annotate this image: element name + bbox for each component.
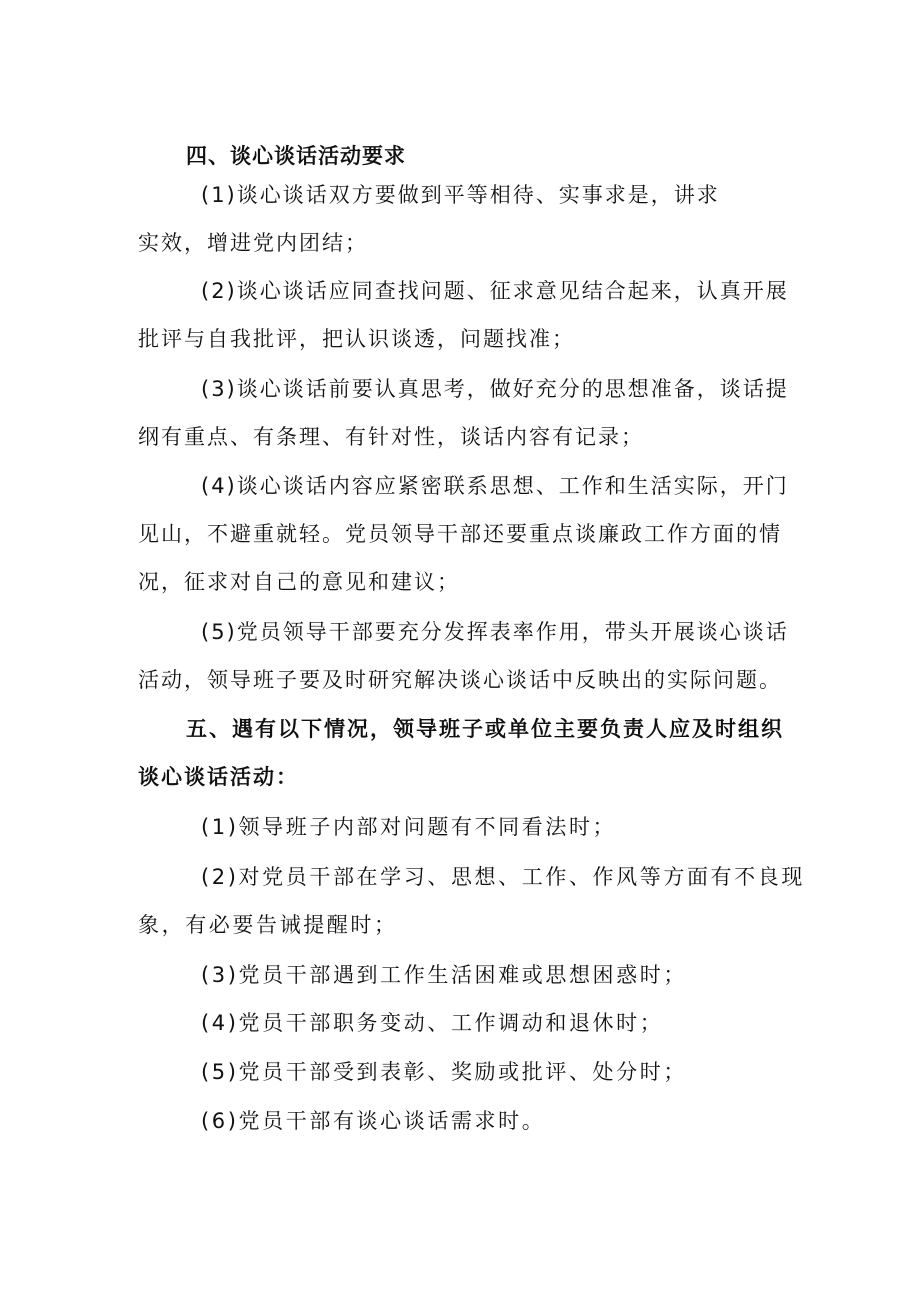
- item-line: 活动，领导班子要及时研究解决谈心谈话中反映出的实际问题。: [138, 668, 782, 692]
- item-line: (1)领导班子内部对问题有不同看法时；: [201, 815, 617, 839]
- section-5-heading: 五、遇有以下情况，领导班子或单位主要负责人应及时组织: [186, 717, 784, 741]
- item-line: (6)党员干部有谈心谈话需求时。: [201, 1109, 546, 1133]
- item-line: (3)谈心谈话前要认真思考，做好充分的思想准备，谈话提: [201, 377, 789, 401]
- item-line: 见山，不避重就轻。党员领导干部还要重点谈廉政工作方面的情: [138, 522, 782, 546]
- item-line: 象，有必要告诫提醒时；: [138, 913, 398, 937]
- item-line: (3)党员干部遇到工作生活困难或思想困惑时；: [201, 963, 687, 987]
- section-5-heading-cont: 谈心谈话活动：: [138, 765, 299, 789]
- item-line: (4)谈心谈话内容应紧密联系思想、工作和生活实际，开门: [201, 474, 789, 498]
- item-line: 批评与自我批评，把认识谈透，问题找准；: [138, 327, 575, 351]
- item-line: (5)党员干部受到表彰、奖励或批评、处分时；: [201, 1060, 687, 1084]
- item-line: (5)党员领导干部要充分发挥表率作用，带头开展谈心谈话: [201, 620, 789, 644]
- item-line: 实效，增进党内团结；: [138, 231, 368, 255]
- section-4-heading: 四、谈心谈话活动要求: [186, 144, 406, 168]
- item-line: (2)对党员干部在学习、思想、工作、作风等方面有不良现: [201, 865, 805, 889]
- item-line: 纲有重点、有条理、有针对性，谈话内容有记录；: [138, 425, 644, 449]
- item-line: (1)谈心谈话双方要做到平等相待、实事求是，讲求: [201, 183, 720, 207]
- item-line: (4)党员干部职务变动、工作调动和退休时；: [201, 1011, 664, 1035]
- item-line: 况，征求对自己的意见和建议；: [138, 570, 460, 594]
- item-line: (2)谈心谈话应同查找问题、征求意见结合起来，认真开展: [201, 279, 789, 303]
